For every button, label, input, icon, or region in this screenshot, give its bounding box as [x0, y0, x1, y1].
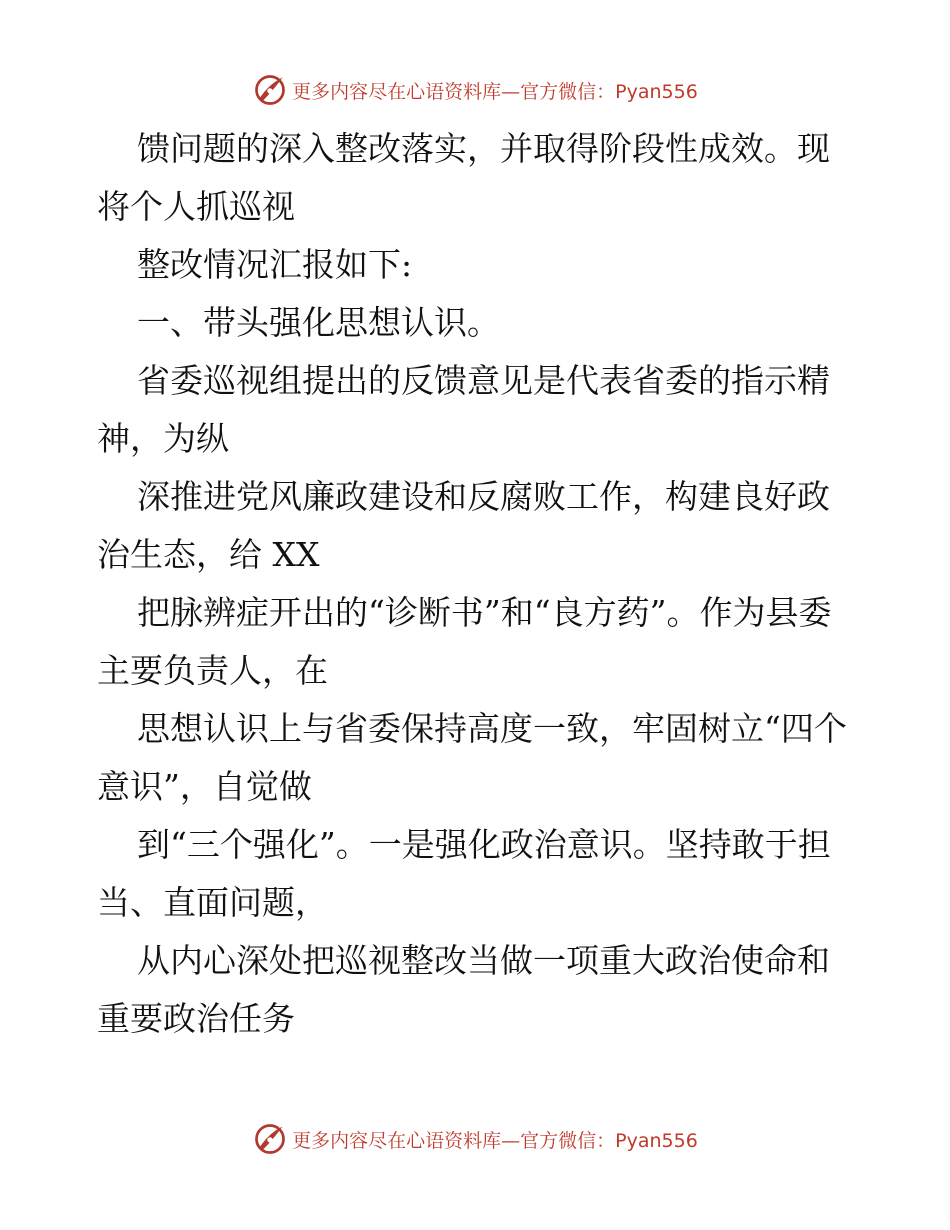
paragraph: 整改情况汇报如下: [137, 245, 413, 284]
footer-watermark [0, 1119, 950, 1159]
paragraph: 一、带头强化思想认识。 [137, 303, 500, 342]
paragraph: 省委巡视组提出的反馈意见是代表省委的指示精神，为纵 [97, 361, 830, 458]
wechat-id: Pyan556 [615, 1129, 698, 1152]
paragraph: 把脉辨症开出的“诊断书”和“良方药”。作为县委主要负责人，在 [97, 593, 832, 690]
paragraph: 思想认识上与省委保持高度一致，牢固树立“四个意识”，自觉做 [97, 709, 847, 806]
pen-logo-icon [252, 72, 288, 108]
watermark-text: 更多内容尽在心语资料库—官方微信：Pyan556 [292, 80, 698, 103]
paragraph: 到“三个强化”。一是强化政治意识。坚持敢于担当、直面问题， [97, 825, 831, 922]
paragraph: 从内心深处把巡视整改当做一项重大政治使命和重要政治任务 [97, 941, 830, 1038]
paragraph: 深推进党风廉政建设和反腐败工作，构建良好政治生态，给 XX [97, 477, 830, 574]
header-watermark [0, 70, 950, 110]
document-body [97, 120, 857, 1048]
wechat-id: Pyan556 [615, 80, 698, 103]
watermark-text: 更多内容尽在心语资料库—官方微信：Pyan556 [292, 1129, 698, 1152]
pen-logo-icon [252, 1121, 288, 1157]
paragraph: 馈问题的深入整改落实，并取得阶段性成效。现将个人抓巡视 [97, 129, 830, 226]
